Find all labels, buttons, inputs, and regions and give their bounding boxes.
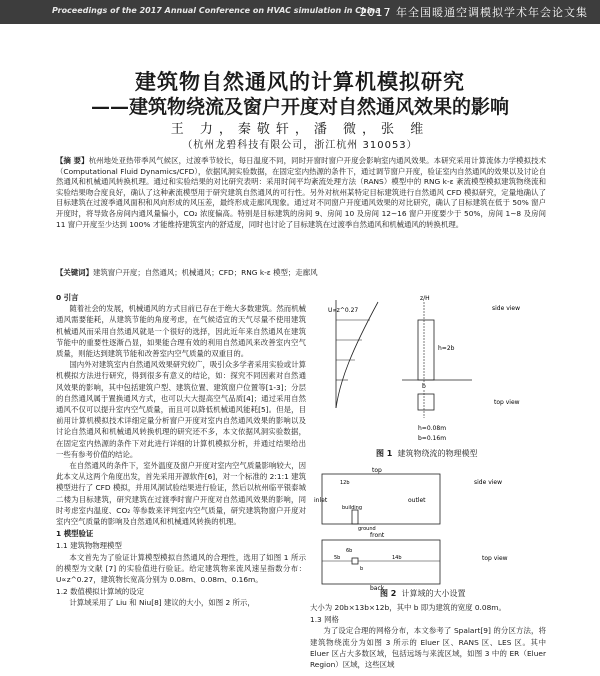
z-axis-label: z/H — [420, 295, 430, 302]
section-heading: 0 引言 — [56, 293, 79, 302]
front-label: front — [370, 532, 385, 539]
paper-subtitle: ——建筑物绕流及窗户开度对自然通风效果的影响 — [90, 96, 509, 118]
figure-1-title: 建筑物绕流的物理模型 — [397, 449, 478, 458]
figure-2-caption — [380, 588, 465, 599]
figure-2-number: 图 2 — [380, 589, 397, 598]
abstract-label: 【摘 要】 — [56, 156, 89, 165]
left-column — [56, 291, 306, 609]
body-paragraph: 计算域采用了 Liu 和 Niu[8] 建议的大小，如图 2 所示， — [69, 598, 255, 608]
figure-1-number: 图 1 — [376, 449, 393, 458]
building-top-view — [418, 394, 434, 410]
subsection-heading: 1.2 数值模拟计算域的设定 — [56, 587, 145, 597]
dim-width: b — [422, 383, 426, 390]
building-block — [352, 510, 358, 524]
body-paragraph: 本文首先为了验证计算模型模拟自然通风的合理性，选用了如图 1 所示的模型为文献 [7] 的实验值进行验证。给定建筑物来流风速呈指数分布：U∝z^0.27，建筑物长宽高分别为 0.08m、0.08m、0.16m。 — [56, 552, 306, 585]
paper-authors: 王 力，秦敬轩，潘 微，张 维 — [170, 122, 430, 137]
dim-6b: 6b — [346, 548, 353, 554]
keywords-label: 【关键词】 — [56, 268, 93, 277]
header-conference-cn: 2017 年全国暖通空调模拟学术年会论文集 — [359, 6, 588, 19]
abstract — [56, 156, 546, 230]
side-view-label: side view — [492, 305, 521, 312]
paper-title: 建筑物自然通风的计算机模拟研究 — [135, 69, 465, 94]
body-paragraph: 随着社会的发展，机械通风的方式目前已存在于绝大多数建筑。然而机械通风需要能耗，从建筑节能的角度考虑，在气候适宜的天气尽量不使用建筑机械通风而采用自然通风就是一个很好的选择，因此近年来自然通风在建筑节能中的重要性逐渐凸显，如果能合理有效的利用自然通风来改善室内空气质量，则能达到建筑节能和改善室内空气质量的双重目的。 — [56, 304, 306, 359]
header-proceedings: Proceedings of the 2017 Annual Conference on HVAC simulation in China — [52, 6, 381, 15]
body-paragraph: 国内外对建筑室内自然通风效果研究较广，吸引众多学者采用实验或计算机模拟方法进行研究，得到很多有意义的结论，如：探究不同因素对自然通风效果的影响，其中包括建筑户型、建筑位置、建筑窗户位置等[1-3]；分层的自然通风属于置换通风方式，也可以大大提高空气品质[4]；通过采用自然通风不仅可以提升室内空气质量，而且可以降低机械通风能耗[5]。但是，目前用计算机模拟技术详细定量分析窗户开度对室内自然通风效果的影响以及讨论自然通风和机械通风转换机理的研究还不多，本文依据风洞实验数据，在固定室内热源的条件下对此进行详细的计算机模拟分析，并通过结果给出一些有参考价值的结论。 — [56, 360, 306, 459]
figure-1-physical-model — [322, 290, 546, 446]
dim-b: b — [360, 566, 364, 572]
building-side-view — [418, 320, 434, 380]
keywords — [56, 268, 546, 278]
dim-14b: 14b — [392, 555, 402, 561]
top-boundary-label: top — [372, 467, 382, 474]
back-label: back — [370, 585, 385, 592]
ground-label: ground — [358, 526, 376, 532]
width-value: b=0.16m — [418, 435, 447, 442]
inlet-label: inlet — [314, 497, 328, 504]
domain-top-view — [322, 540, 440, 584]
figure-1-caption — [376, 448, 477, 459]
figure-2-domain — [312, 462, 546, 592]
profile-label: U∝z^0.27 — [328, 307, 359, 314]
dim-height: h=2b — [438, 345, 455, 352]
velocity-profile-curve — [336, 302, 378, 408]
height-value: h=0.08m — [418, 425, 447, 432]
dim-5b: 5b — [334, 555, 341, 561]
section-heading: 1 模型验证 — [56, 529, 94, 539]
body-paragraph: 为了设定合理的网格分布，本文参考了 Spalart[9] 的分区方法，将建筑物绕流分为如图 3 所示的 Eluer 区、RANS 区、LES 区。其中 Eluer 区占大多数区域，包括远场与来流区域，如图 3 中的 ER（Eluer Region）区域，这些区域 — [310, 626, 546, 670]
right-column — [310, 602, 546, 670]
paper-affiliation: （杭州龙碧科技有限公司，浙江杭州 310053） — [182, 140, 418, 151]
keywords-text: 建筑窗户开度；自然通风；机械通风；CFD；RNG k-ε 模型；走廊风 — [92, 268, 318, 277]
building-label: building — [342, 505, 363, 511]
building-footprint — [352, 558, 358, 564]
dim-12b: 12b — [340, 480, 350, 486]
side-view-label: side view — [474, 479, 503, 486]
subsection-heading: 1.1 建筑物物理模型 — [56, 541, 122, 551]
top-view-label: top view — [482, 555, 508, 562]
body-paragraph: 在自然通风的条件下，室外温度及窗户开度对室内空气质量影响较大，因此本文从这两个角度出发，首先采用开源软件[6]，对一个标准的 2:1:1 建筑模型进行了 CFD 模拟，并用风洞试验结果进行验证，然后以杭州临平银泰城二楼为目标建筑，研究建筑在过渡季时窗户开度对自然通风效果的影响，同时考虑室内温度、CO₂ 等参数来评判室内空气质量，研究建筑物窗户开度对室内空气质量的影响及自然通风和机械通风转换的机理。 — [56, 461, 306, 527]
figure-2-title: 计算域的大小设置 — [401, 589, 466, 598]
journal-header-bar — [0, 0, 600, 24]
outlet-label: outlet — [408, 497, 426, 504]
abstract-text: 杭州地处亚热带季风气候区，过渡季节较长，每日温度不同，同时开窗时窗户开度会影响室内通风效果。本研究采用计算流体力学模拟技术（Computational Fluid Dynamics/CFD），依据风洞实验数据，在固定室内热源的条件下，通过调节窗户开度，验证室内自然通风的效果以及讨论自然通风和机械通风转换机理。通过和实验结果的对比研究表明：采用时间平均紊流处理方法（RANS）模型中的 RNG k-ε 紊流模型模拟建筑物绕流和实验结果吻合度良好，确认了这种紊流模型用于研究建筑自然通风的可行性。另外对杭州某特定目标建筑进行自然通风 CFD 模拟研究，定量地确认了目标建筑在过渡季通风面积和风向形成的风压差，最终形成走廊风现象。通过对不同窗户开度通风效果的对比研究，确认了目标建筑在低于 50% 窗户开度时，将导致各房间内通风量偏小，CO₂ 浓度偏高。特别是目标建筑的房间 9、房间 10 及房间 12~16 窗户开度要少于 50%，房间 1~8 及房间 11 窗户开度至少达到 100% 才能维持建筑室内的舒适度，同时也讨论了目标建筑在过渡季自然通风和机械通风的转换机理。 — [56, 156, 546, 229]
subsection-heading: 1.3 网格 — [310, 615, 339, 625]
top-view-label: top view — [494, 399, 520, 406]
body-paragraph: 大小为 20b×13b×12b，其中 b 即为建筑的宽度 0.08m。 — [310, 603, 506, 612]
